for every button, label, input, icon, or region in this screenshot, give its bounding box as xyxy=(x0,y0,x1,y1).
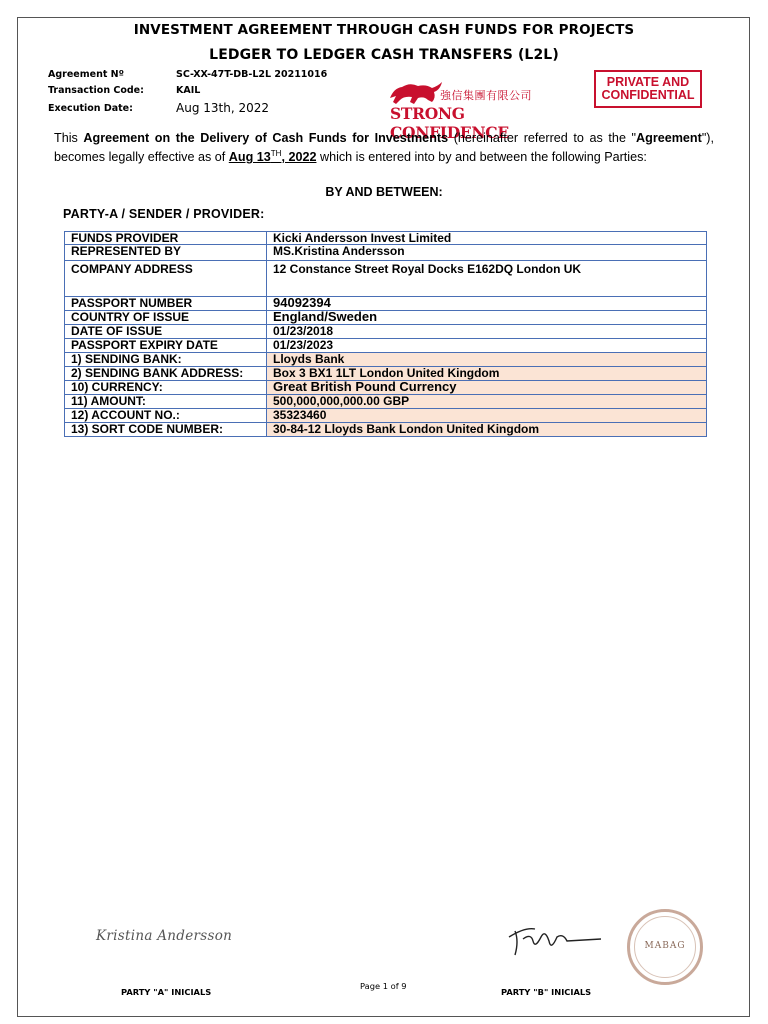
stamp-line2: CONFIDENTIAL xyxy=(601,88,695,102)
table-value: 12 Constance Street Royal Docks E162DQ London UK xyxy=(267,261,707,297)
party-b-signature-icon xyxy=(505,915,605,960)
table-label: 12) ACCOUNT NO.: xyxy=(65,409,267,423)
table-row xyxy=(65,325,707,339)
company-logo xyxy=(388,78,568,142)
intro-text-1: This xyxy=(54,131,84,145)
table-row xyxy=(65,261,707,297)
table-value: Box 3 BX1 1LT London United Kingdom xyxy=(267,367,707,381)
intro-text-4: which is entered into by and between the following Parties: xyxy=(316,150,647,165)
table-label: 1) SENDING BANK: xyxy=(65,353,267,367)
company-seal xyxy=(627,909,703,985)
execution-date-label: Execution Date: xyxy=(48,103,133,114)
table-value: 35323460 xyxy=(267,409,707,423)
table-value: MS.Kristina Andersson xyxy=(267,245,707,261)
page-number: Page 1 of 9 xyxy=(360,981,407,991)
table-value: Great British Pound Currency xyxy=(267,381,707,395)
document-title: INVESTMENT AGREEMENT THROUGH CASH FUNDS FOR PROJECTS xyxy=(133,22,635,38)
document-subtitle: LEDGER TO LEDGER CASH TRANSFERS (L2L) xyxy=(209,47,559,63)
transaction-code-label: Transaction Code: xyxy=(48,85,144,96)
transaction-code-value: KAIL xyxy=(176,85,201,96)
party-a-details-table xyxy=(64,231,707,437)
table-label: 11) AMOUNT: xyxy=(65,395,267,409)
intro-agreement-name: Agreement on the Delivery of Cash Funds for Investments xyxy=(83,131,449,145)
seal-text: MABAG xyxy=(644,941,686,951)
table-label: FUNDS PROVIDER xyxy=(65,232,267,245)
logo-english-text: STRONG CONFIDENCE xyxy=(390,104,509,142)
table-label: REPRESENTED BY xyxy=(65,245,267,261)
agreement-number-label: Agreement Nº xyxy=(48,69,124,80)
party-b-initials-label: PARTY "B" INICIALS xyxy=(501,987,592,997)
table-row xyxy=(65,339,707,353)
table-label: PASSPORT NUMBER xyxy=(65,297,267,311)
by-and-between-heading: BY AND BETWEEN: xyxy=(325,185,443,199)
party-a-heading: PARTY-A / SENDER / PROVIDER: xyxy=(63,207,265,221)
private-confidential-stamp xyxy=(594,70,702,108)
table-row xyxy=(65,297,707,311)
table-label: 13) SORT CODE NUMBER: xyxy=(65,423,267,437)
intro-text-2: (hereinafter referred to as the " xyxy=(448,131,637,145)
table-value: Lloyds Bank xyxy=(267,353,707,367)
table-row xyxy=(65,245,707,261)
party-a-signature: Kristina Andersson xyxy=(96,928,233,944)
stamp-line1: PRIVATE AND xyxy=(606,75,690,89)
table-value: England/Sweden xyxy=(267,311,707,325)
table-row xyxy=(65,381,707,395)
table-label: 10) CURRENCY: xyxy=(65,381,267,395)
table-row xyxy=(65,353,707,367)
table-row xyxy=(65,232,707,245)
intro-text-3: "), becomes legally effective as of xyxy=(54,131,714,165)
intro-date-day: Aug 13 xyxy=(228,150,271,165)
table-label: 2) SENDING BANK ADDRESS: xyxy=(65,367,267,381)
table-value: Kicki Andersson Invest Limited xyxy=(267,232,707,245)
table-label: COUNTRY OF ISSUE xyxy=(65,311,267,325)
table-row xyxy=(65,423,707,437)
seal-inner-ring xyxy=(634,916,696,978)
table-row xyxy=(65,395,707,409)
agreement-number-value: SC-XX-47T-DB-L2L 20211016 xyxy=(176,69,328,80)
intro-agreement-term: Agreement xyxy=(636,131,702,145)
intro-date-suffix: TH xyxy=(270,149,282,158)
table-value: 94092394 xyxy=(267,297,707,311)
table-row xyxy=(65,367,707,381)
table-row xyxy=(65,409,707,423)
table-value: 01/23/2023 xyxy=(267,339,707,353)
table-label: COMPANY ADDRESS xyxy=(65,261,267,297)
table-row xyxy=(65,311,707,325)
execution-date-value: Aug 13th, 2022 xyxy=(176,101,269,115)
table-value: 500,000,000,000.00 GBP xyxy=(267,395,707,409)
page-border xyxy=(17,17,750,1017)
logo-chinese-text: 強信集團有限公司 xyxy=(440,89,532,102)
table-value: 01/23/2018 xyxy=(267,325,707,339)
table-label: DATE OF ISSUE xyxy=(65,325,267,339)
table-value: 30-84-12 Lloyds Bank London United Kingdom xyxy=(267,423,707,437)
table-label: PASSPORT EXPIRY DATE xyxy=(65,339,267,353)
party-a-initials-label: PARTY "A" INICIALS xyxy=(121,987,212,997)
intro-paragraph xyxy=(54,131,714,165)
intro-date-year: , 2022 xyxy=(281,150,317,165)
intro-effective-date xyxy=(229,150,317,164)
